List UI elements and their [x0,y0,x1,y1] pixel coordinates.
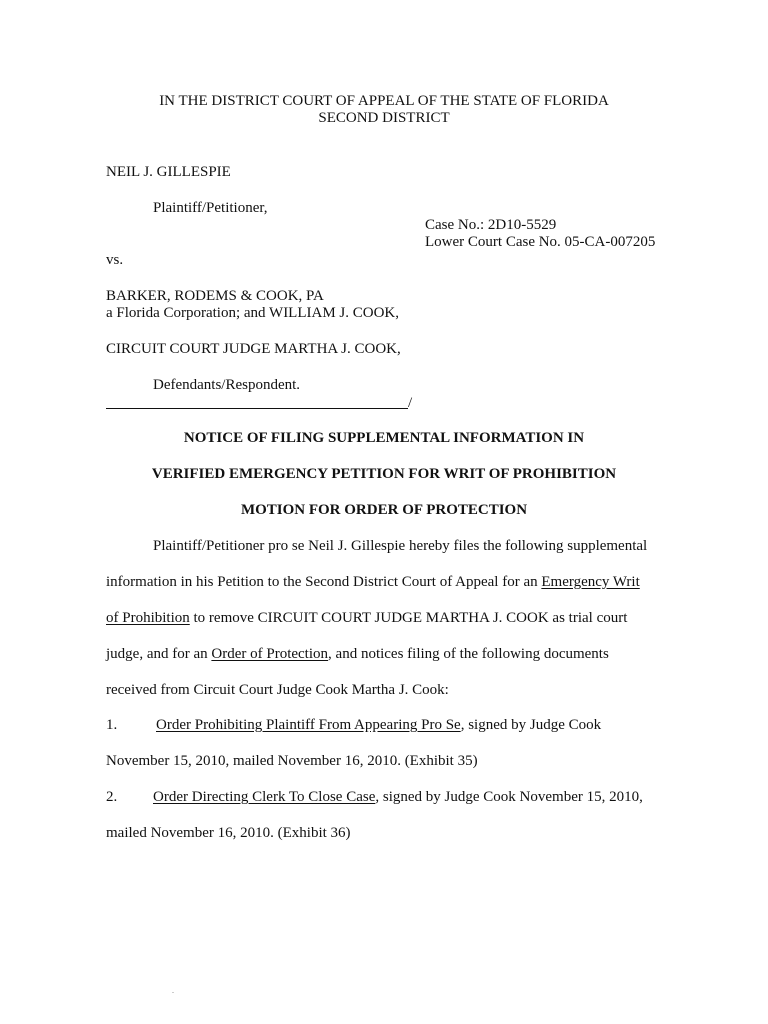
body-line-1: Plaintiff/Petitioner pro se Neil J. Gillespie hereby files the following supplemental [153,538,648,554]
case-number: Case No.: 2D10-5529 [425,217,557,233]
caption-slash: / [408,395,413,411]
plaintiff-name: NEIL J. GILLESPIE [106,164,231,180]
list-item-text: , signed by Judge Cook November 15, 2010, [375,789,643,805]
body-line-3-text: to remove CIRCUIT COURT JUDGE MARTHA J. COOK as trial court [189,610,628,626]
caption-rule [106,408,408,409]
list-item-number: 1. [106,717,118,733]
list-item-title: Order Directing Clerk To Close Case [153,789,376,805]
body-line-3 [106,609,627,627]
list-item-number: 2. [106,789,118,805]
list-item [156,716,601,734]
body-line-4-text-a: judge, and for an [106,646,212,662]
of-prohibition-underlined: of Prohibition [106,610,190,626]
list-item-text: , signed by Judge Cook [460,717,602,733]
plaintiff-role: Plaintiff/Petitioner, [153,200,268,216]
list-item-title: Order Prohibiting Plaintiff From Appearing Pro Se [156,717,461,733]
scan-speck [172,992,174,993]
list-item-continuation: November 15, 2010, mailed November 16, 2010. (Exhibit 35) [106,753,478,769]
notice-title-line-1: NOTICE OF FILING SUPPLEMENTAL INFORMATION IN [183,430,585,446]
body-line-4-text-b: , and notices filing of the following documents [328,646,609,662]
defendant-line-3: CIRCUIT COURT JUDGE MARTHA J. COOK, [106,341,401,357]
list-item-continuation: mailed November 16, 2010. (Exhibit 36) [106,825,351,841]
defendant-line-2: a Florida Corporation; and WILLIAM J. COOK, [106,305,400,321]
order-of-protection-underlined: Order of Protection [211,646,329,662]
emergency-writ-underlined: Emergency Writ [541,574,640,590]
body-line-4 [106,645,609,663]
district-line: SECOND DISTRICT [318,110,450,126]
notice-title-line-2: VERIFIED EMERGENCY PETITION FOR WRIT OF PROHIBITION [151,466,617,482]
lower-court-case-number: Lower Court Case No. 05-CA-007205 [425,234,656,250]
court-name-line: IN THE DISTRICT COURT OF APPEAL OF THE STATE OF FLORIDA [159,93,609,109]
defendant-line-1: BARKER, RODEMS & COOK, PA [106,288,324,304]
defendant-role: Defendants/Respondent. [153,377,301,393]
body-line-2-text: information in his Petition to the Second District Court of Appeal for an [106,574,542,590]
list-item [153,788,643,806]
body-line-5: received from Circuit Court Judge Cook Martha J. Cook: [106,682,449,698]
versus: vs. [106,252,124,268]
notice-title-line-3: MOTION FOR ORDER OF PROTECTION [240,502,528,518]
body-line-2 [106,573,640,591]
